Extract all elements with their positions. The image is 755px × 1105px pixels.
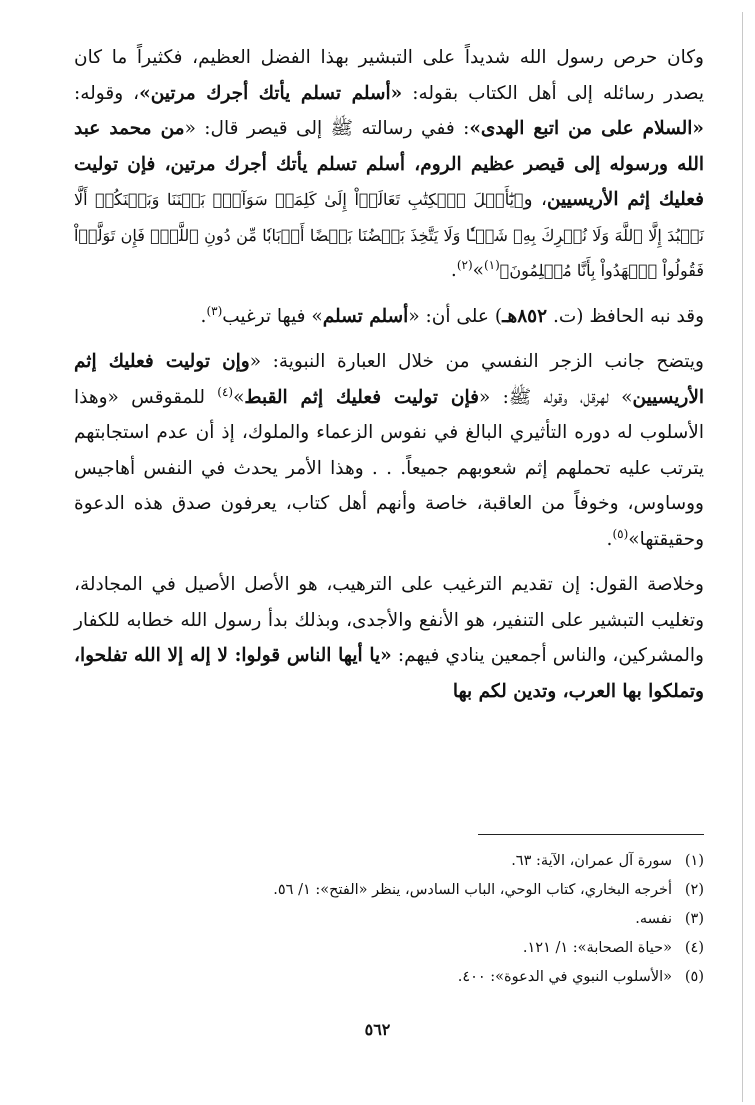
- footnote-3: [84, 905, 704, 934]
- hadith-quote: «أسلم تسلم يأتك أجرك مرتين»: [139, 82, 403, 104]
- footnote-number: (٥): [684, 969, 704, 985]
- quran-verse: ﴿يَٰٓأَهۡلَ ٱلۡكِتَٰبِ تَعَالَوۡاْ إِلَىٰ كَلِمَةٖ سَوَآءِۭ بَيۡنَنَا وَبَيۡنَكُمۡ أَلَّا نَعۡبُدَ إِلَّا ٱللَّهَ وَلَا نُشۡرِكَ بِهِۦ شَيۡـٔٗا وَلَا يَتَّخِذَ بَعۡضُنَا بَعۡضًا أَرۡبَابٗا مِّن دُونِ ٱللَّهِۚ فَإِن تَوَلَّوۡاْ فَقُولُواْ ٱشۡهَدُواْ بِأَنَّا مُسۡلِمُونَ﴾: [74, 190, 704, 280]
- footnotes: [84, 847, 704, 992]
- page-number: ٥٦٢: [364, 1020, 391, 1039]
- paragraph-2: [74, 299, 704, 335]
- footnote-text: أخرجه البخاري، كتاب الوحي، الباب السادس، ينظر «الفتح»: ١/ ٥٦.: [273, 882, 672, 898]
- hadith-quote: «يا أيها الناس قولوا: لا إله إلا الله تفلحوا، وتملكوا بها العرب، وتدين لكم بها: [74, 645, 704, 702]
- text: ) على أن: «: [408, 305, 503, 327]
- footnote-1: [84, 847, 704, 876]
- paragraph-1: [74, 40, 704, 289]
- footnote-separator: [478, 834, 704, 835]
- footnote-4: [84, 934, 704, 963]
- hadith-quote: فإن توليت فعليك إثم القبط: [244, 386, 479, 408]
- hadith-quote: أسلم تسلم: [322, 305, 409, 327]
- page-edge-line: [742, 12, 743, 1102]
- text: للمقوقس «وهذا الأسلوب له دوره التأثيري البالغ في نفوس الزعماء والملوك، إذ أن عدم استجابتهم يترتب عليه تحملهم إثم شعوبهم جميعاً. . . وهذا الأمر يحدث في النفس أهاجيس ووساوس، وخوفاً من العاقبة، خاصة وأنهم أهل كتاب، يعرفون صدق هذه الدعوة وحقيقتها»: [74, 386, 704, 550]
- footnote-text: سورة آل عمران، الآية: ٦٣.: [511, 853, 672, 869]
- text: .: [450, 260, 457, 281]
- footnote-ref-3[interactable]: (٣): [206, 303, 223, 318]
- footnote-text: «حياة الصحابة»: ١/ ١٢١.: [522, 940, 672, 956]
- footnote-text: نفسه.: [635, 911, 672, 927]
- text: .: [200, 305, 207, 327]
- hadith-quote: وإن توليت فعليك إثم الأريسيين: [74, 351, 705, 408]
- text: »: [233, 386, 245, 408]
- text: وقد نبه الحافظ (ت.: [547, 305, 704, 327]
- footnote-number: (٢): [684, 882, 704, 898]
- death-year: ٨٥٢هـ: [502, 305, 548, 327]
- footnote-number: (٤): [684, 940, 704, 956]
- hadith-quote: «السلام على من اتبع الهدى»: [469, 118, 704, 139]
- text: وكان حرص رسول الله شديداً على التبشير بهذا الفضل العظيم، فكثيراً ما كان يصدر رسائله إلى أهل الكتاب بقوله:: [74, 47, 705, 104]
- text: »: [472, 260, 484, 281]
- text: » فيها ترغيب: [222, 305, 323, 327]
- text: وخلاصة القول: إن تقديم الترغيب على الترهيب، هو الأصل الأصيل في المجادلة، وتغليب التبشير على التنفير، هو الأنفع والأجدى، وبذلك بدأ رسول الله خطابه للكفار والمشركين، والناس أجمعين ينادي فيهم:: [74, 574, 704, 666]
- footnote-5: [84, 963, 704, 992]
- text: : ففي رسالته ﷺ إلى قيصر قال: «: [184, 118, 470, 139]
- text: ، وقوله:: [74, 82, 140, 104]
- footnote-ref-1[interactable]: (١): [483, 257, 500, 272]
- footnote-number: (٣): [684, 911, 704, 927]
- letter-quote: من محمد عبد الله ورسوله إلى قيصر عظيم الروم، أسلم تسلم يأتك أجرك مرتين، فإن توليت فعليك إثم الأريسيين: [74, 118, 705, 210]
- footnote-ref-2[interactable]: (٢): [456, 257, 473, 272]
- paragraph-4: [74, 567, 704, 709]
- footnote-ref-5[interactable]: (٥): [612, 526, 629, 541]
- text: » لهرقل، وقوله ﷺ: «: [478, 386, 633, 408]
- footnote-2: [84, 876, 704, 905]
- paragraph-3: [74, 344, 704, 557]
- footnote-text: «الأسلوب النبوي في الدعوة»: ٤٠٠.: [457, 969, 672, 985]
- footnote-ref-4[interactable]: (٤): [217, 384, 234, 399]
- text: ، و: [523, 189, 547, 210]
- text: ويتضح جانب الزجر النفسي من خلال العبارة النبوية: «: [249, 351, 704, 372]
- text: .: [606, 528, 613, 550]
- footnote-number: (١): [684, 853, 704, 869]
- page-body: [74, 40, 704, 719]
